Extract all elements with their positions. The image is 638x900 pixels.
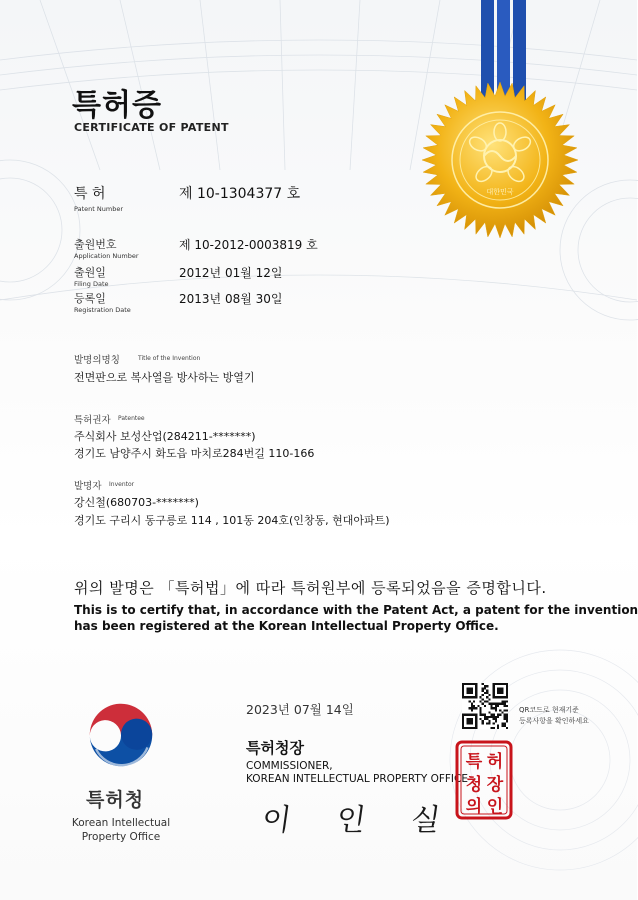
commissioner-title-en-line1: COMMISSIONER, xyxy=(246,760,333,772)
inventor-address: 경기도 구리시 동구릉로 114 , 101동 204호(인창동, 현대아파트) xyxy=(74,514,390,527)
registration-date-value: 2013년 08월 30일 xyxy=(179,292,283,306)
official-red-stamp-icon xyxy=(455,740,513,820)
kipo-name-en-line1: Korean Intellectual xyxy=(71,817,171,829)
filing-date-label: 출원일 xyxy=(74,266,106,279)
commissioner-title-ko: 특허청장 xyxy=(246,739,304,757)
qr-note-line1: QR코드로 현재기준 xyxy=(519,706,579,714)
stamp-char-1: 특 xyxy=(465,752,483,772)
patentee-name: 주식회사 보성산업(284211-*******) xyxy=(74,430,256,443)
certificate-title-en: CERTIFICATE OF PATENT xyxy=(74,121,229,134)
qr-note-line2: 등록사항을 확인하세요 xyxy=(519,717,589,725)
patent-number-value: 제 10-1304377 호 xyxy=(179,186,301,202)
commissioner-signature xyxy=(248,792,461,842)
certification-text-en-line2: has been registered at the Korean Intellectual Property Office. xyxy=(74,619,499,633)
patent-number-label: 특 허 xyxy=(74,186,106,202)
issue-date: 2023년 07월 14일 xyxy=(246,702,354,717)
signature-text: 이 인 실 xyxy=(259,803,461,838)
patentee-label: 특허권자 xyxy=(74,415,111,426)
patentee-label-en: Patentee xyxy=(118,415,145,422)
application-number-label: 출원번호 xyxy=(74,238,117,251)
invention-title-value: 전면판으로 복사열을 방사하는 방열기 xyxy=(74,371,255,384)
taegeuk-logo-icon xyxy=(82,696,160,774)
stamp-char-5: 의 xyxy=(465,797,483,817)
application-number-value: 제 10-2012-0003819 호 xyxy=(179,238,318,252)
seal-text: 대한민국 xyxy=(486,188,514,196)
inventor-label-en: Inventor xyxy=(109,481,135,488)
filing-date-label-en: Filing Date xyxy=(74,280,109,288)
kipo-name-en-line2: Property Office xyxy=(81,831,161,843)
stamp-char-4: 장 xyxy=(486,775,504,795)
qr-code-icon[interactable] xyxy=(462,683,508,729)
stamp-char-2: 허 xyxy=(486,752,504,772)
invention-title-label-en: Title of the Invention xyxy=(138,355,201,362)
patentee-address: 경기도 남양주시 화도읍 마치로284번길 110-166 xyxy=(74,447,315,460)
patent-number-label-en: Patent Number xyxy=(74,205,124,213)
commissioner-title-en-line2: KOREAN INTELLECTUAL PROPERTY OFFICE xyxy=(246,773,468,785)
gold-seal-icon xyxy=(420,80,580,240)
filing-date-value: 2012년 01월 12일 xyxy=(179,266,283,280)
registration-date-label: 등록일 xyxy=(74,292,106,305)
inventor-name: 강신철(680703-*******) xyxy=(74,496,199,509)
kipo-name-ko: 특허청 xyxy=(86,789,145,811)
invention-title-label: 발명의명칭 xyxy=(74,355,120,366)
certification-text-ko: 위의 발명은 「특허법」에 따라 특허원부에 등록되었음을 증명합니다. xyxy=(74,579,547,597)
application-number-label-en: Application Number xyxy=(74,252,139,260)
stamp-char-6: 인 xyxy=(486,797,504,817)
certificate-title-ko: 특허증 xyxy=(72,88,162,123)
registration-date-label-en: Registration Date xyxy=(74,306,131,314)
inventor-label: 발명자 xyxy=(74,481,102,492)
certification-text-en-line1: This is to certify that, in accordance with the Patent Act, a patent for the invention xyxy=(74,603,638,617)
stamp-char-3: 청 xyxy=(465,775,483,795)
